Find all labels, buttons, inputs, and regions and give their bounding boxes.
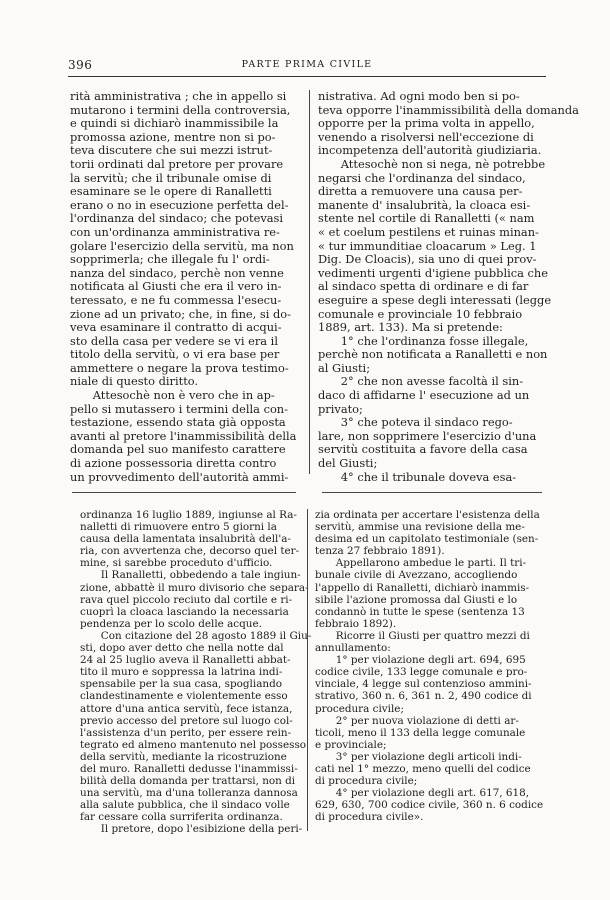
text-line: del muro. Ranalletti dedusse l'inammissi-	[80, 762, 298, 775]
page-number: 396	[68, 58, 93, 72]
text-line: codice civile, 133 legge comunale e pro-	[315, 666, 528, 679]
text-line: ammettere o negare la prova testimo-	[70, 360, 289, 375]
text-line: del Giusti;	[318, 456, 378, 471]
text-line: spensabile per la sua casa, spogliando	[80, 678, 282, 691]
running-head: PARTE PRIMA CIVILE	[241, 59, 373, 70]
text-line: condannò in tutte le spese (sentenza 13	[315, 605, 525, 618]
text-line: Dig. De Cloacis), sia uno di quei prov-	[318, 252, 537, 267]
text-line: niale di questo diritto.	[70, 374, 199, 389]
text-line: rità amministrativa ; che in appello si	[70, 89, 287, 103]
text-line: desima ed un capitolato testimoniale (sen-	[315, 533, 539, 546]
text-line: ordinanza 16 luglio 1889, ingiunse al Ra-	[80, 509, 297, 521]
text-line: ria, con avvertenza che, decorso quel ter-	[80, 545, 300, 558]
upper-column-divider	[309, 90, 310, 474]
text-line: di procedura civile;	[315, 775, 418, 788]
text-line: opporre per la prima volta in appello,	[318, 116, 535, 131]
upper-left-column	[70, 90, 302, 484]
text-line: attore d'una antica servitù, fece istanza,	[80, 702, 293, 715]
text-line: 1° che l'ordinanza fosse illegale,	[318, 333, 529, 348]
text-line: 4° per violazione degli art. 617, 618,	[315, 787, 530, 800]
text-line: l'ordinanza del sindaco; che potevasi	[70, 211, 284, 226]
text-line: bilità della domanda per trattarsi, non di	[80, 775, 296, 788]
text-line: rava quel piccolo reciuto dal cortile e ri-	[80, 593, 293, 606]
text-line: bunale civile di Avezzano, accogliendo	[315, 569, 518, 582]
text-line: 24 al 25 luglio aveva il Ranalletti abbat-	[80, 654, 291, 667]
text-line: torii ordinati dal pretore per provare	[70, 156, 284, 171]
text-line: 2° che non avesse facoltà il sin-	[318, 374, 524, 389]
text-line: manente d' insalubrità, la cloaca esi-	[318, 197, 531, 212]
text-line: zione ad un privato; che, in fine, si do-	[70, 306, 292, 321]
text-line: causa della lamentata insalubrità dell'a-	[80, 533, 291, 546]
text-line: un provvedimento dell'autorità ammi-	[70, 469, 289, 484]
text-line: 3° che poteva il sindaco rego-	[318, 415, 513, 430]
text-line: 629, 630, 700 codice civile, 360 n. 6 codice	[315, 799, 544, 812]
text-line: erano o no in esecuzione perfetta del-	[70, 197, 289, 212]
text-line: servitù costituita a favore della casa	[318, 442, 528, 457]
text-line: al sindaco spetta di ordinare e di far	[318, 279, 529, 294]
text-line: comunale e provinciale 10 febbraio	[318, 306, 523, 321]
text-line: di azione possessoria diretta contro	[70, 456, 277, 471]
text-line: l'appello di Ranalletti, dichiarò inammis-	[315, 581, 530, 594]
text-line: al Giusti;	[318, 360, 371, 375]
text-line: domanda pel suo manifesto carattere	[70, 442, 286, 457]
text-line: mine, si sarebbe proceduto d'ufficio.	[80, 557, 273, 570]
text-line: notificata al Giusti che era il vero in-	[70, 279, 282, 294]
text-line: promossa azione, mentre non si po-	[70, 129, 276, 144]
text-line: sopprimerla; che illegale fu l' ordi-	[70, 252, 270, 267]
text-line: 1889, art. 133). Ma si pretende:	[318, 320, 503, 335]
text-line: cuoprì la cloaca lasciando la necessaria	[80, 605, 289, 618]
text-line: nalletti di rimuovere entro 5 giorni la	[80, 521, 277, 534]
text-line: « et coelum pestilens et ruinas minan-	[318, 224, 539, 239]
text-line: negarsi che l'ordinanza del sindaco,	[318, 170, 526, 185]
text-line: nanza del sindaco, perchè non venne	[70, 265, 284, 280]
text-line: titolo della servitù, o vi era base per	[70, 347, 280, 362]
text-line: vinciale, 4 legge sul contenzioso ammini-	[315, 678, 532, 691]
header-rule	[68, 76, 546, 77]
text-line: avanti al pretore l'inammissibilità della	[70, 428, 297, 443]
text-line: una servitù, ma d'una tolleranza dannosa	[80, 787, 298, 800]
text-line: e quindi si dichiarò inammissibile la	[70, 116, 279, 131]
text-line: sti, dopo aver detto che nella notte dal	[80, 642, 284, 655]
text-line: Il pretore, dopo l'esibizione della peri-	[80, 823, 303, 836]
text-line: cati nel 1° mezzo, meno quelli del codice	[315, 762, 531, 775]
text-line: teva discutere che sui mezzi istrut-	[70, 143, 273, 158]
text-line: annullamento:	[315, 642, 391, 655]
text-line: diretta a remuovere una causa per-	[318, 184, 523, 199]
text-line: procedura civile;	[315, 702, 404, 715]
text-line: stente nel cortile di Ranalletti (« nam	[318, 211, 535, 226]
text-line: febbraio 1892).	[315, 617, 397, 630]
text-line: 3° per violazione degli articoli indi-	[315, 750, 522, 763]
section-rule-right	[322, 492, 542, 493]
text-line: pello si mutassero i termini della con-	[70, 401, 288, 416]
text-line: lare, non sopprimere l'esercizio d'una	[318, 428, 537, 443]
text-line: Appellarono ambedue le parti. Il tri-	[315, 557, 527, 570]
text-line: sibile l'azione promossa dal Giusti e lo	[315, 593, 518, 606]
text-line: privato;	[318, 401, 363, 416]
text-line: Il Ranalletti, obbedendo a tale ingiun-	[80, 569, 301, 582]
text-line: venendo a risolversi nell'eccezione di	[318, 129, 534, 144]
text-line: servitù, ammise una revisione della me-	[315, 521, 525, 534]
text-line: perchè non notificata a Ranalletti e non	[318, 347, 548, 362]
text-line: strativo, 360 n. 6, 361 n. 2, 490 codice di	[315, 690, 532, 703]
text-line: di procedura civile».	[315, 811, 424, 824]
text-line: 4° che il tribunale doveva esa-	[318, 469, 517, 484]
text-line: testazione, essendo stata già opposta	[70, 415, 286, 430]
text-line: teva opporre l'inammissibilità della domanda	[318, 102, 579, 117]
text-line: tito il muro e soppressa la latrina indi-	[80, 666, 283, 679]
text-line: della servitù, mediante la ricostruzione	[80, 750, 287, 763]
page-header	[68, 58, 546, 72]
text-line: l'assistenza d'un perito, per essere rein-	[80, 726, 292, 739]
text-line: incompetenza dell'autorità giudiziaria.	[318, 143, 542, 158]
text-line: zia ordinata per accertare l'esistenza della	[315, 509, 540, 521]
text-line: Con citazione del 28 agosto 1889 il Giu-	[80, 629, 312, 642]
text-line: « tur immunditiae cloacarum » Leg. 1	[318, 238, 537, 253]
text-line: zione, abbattè il muro divisorio che separa-	[80, 581, 309, 594]
text-line: e provinciale;	[315, 738, 387, 751]
text-line: veva esaminare il contratto di acqui-	[70, 320, 282, 335]
text-line: far cessare colla surriferita ordinanza.	[80, 811, 283, 824]
text-line: la servitù; che il tribunale omise di	[70, 170, 272, 185]
lower-left-column	[80, 509, 312, 836]
text-line: teressato, e ne fu commessa l'esecu-	[70, 292, 282, 307]
text-line: Attesochè non si nega, nè potrebbe	[318, 156, 546, 171]
text-line: 2° per nuova violazione di detti ar-	[315, 714, 519, 727]
text-line: esaminare se le opere di Ranalletti	[70, 184, 272, 199]
text-line: con un'ordinanza amministrativa re-	[70, 224, 280, 239]
lower-right-column	[315, 509, 544, 824]
text-line: sto della casa per vedere se vi era il	[70, 333, 278, 348]
text-line: nistrativa. Ad ogni modo ben si po-	[318, 89, 520, 103]
text-line: alla salute pubblica, che il sindaco volle	[80, 799, 290, 812]
text-line: previo accesso del pretore sul luogo col-	[80, 714, 293, 727]
section-rule-left	[72, 492, 296, 493]
text-line: eseguire a spese degli interessati (legge	[318, 292, 552, 307]
text-line: clandestinamente e violentemente esso	[80, 690, 288, 703]
text-line: 1° per violazione degli art. 694, 695	[315, 654, 526, 667]
text-line: mutarono i termini della controversia,	[70, 102, 291, 117]
text-line: ticoli, meno il 133 della legge comunale	[315, 726, 526, 739]
text-line: vedimenti urgenti d'igiene pubblica che	[318, 265, 549, 280]
text-line: Attesochè non è vero che in ap-	[70, 388, 275, 403]
lower-column-divider	[307, 509, 308, 831]
text-line: tegrato ed almeno mantenuto nel possesso	[80, 738, 307, 751]
upper-right-column	[318, 89, 579, 484]
text-line: pendenza per lo scolo delle acque.	[80, 617, 262, 630]
text-line: tenza 27 febbraio 1891).	[315, 545, 445, 558]
text-line: daco di affidarne l' esecuzione ad un	[318, 388, 530, 403]
text-line: golare l'esercizio della servitù, ma non	[70, 238, 294, 253]
text-line: Ricorre il Giusti per quattro mezzi di	[315, 629, 530, 642]
